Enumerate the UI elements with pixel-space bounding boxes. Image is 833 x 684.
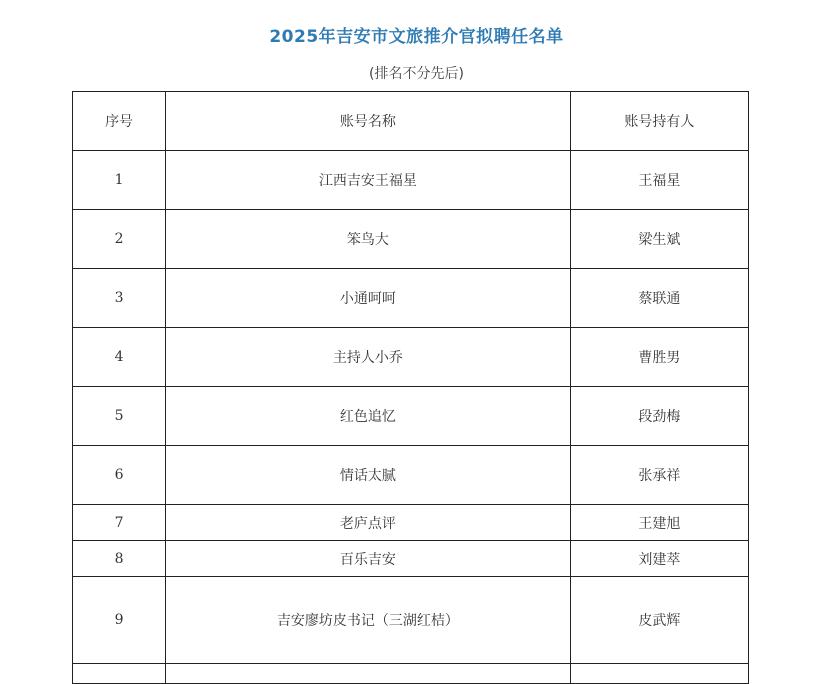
page-title: 2025年吉安市文旅推介官拟聘任名单 xyxy=(269,27,564,47)
row-account-holder: 王建旭 xyxy=(570,505,748,541)
row-account-name: 百乐吉安 xyxy=(166,541,571,577)
table-row xyxy=(73,210,749,269)
table-row xyxy=(73,269,749,328)
roster-table xyxy=(72,91,749,684)
row-index: 6 xyxy=(73,446,166,505)
row-account-name: 笨鸟大 xyxy=(166,210,571,269)
table-row xyxy=(73,151,749,210)
page-subtitle: (排名不分先后) xyxy=(369,66,464,82)
row-index: 4 xyxy=(73,328,166,387)
row-index: 1 xyxy=(73,151,166,210)
row-account-name: 吉安廖坊皮书记（三湖红桔） xyxy=(166,577,571,664)
column-header-account-name: 账号名称 xyxy=(166,92,571,151)
row-account-name: 红色追忆 xyxy=(166,387,571,446)
table-row xyxy=(73,387,749,446)
row-account-holder: 曹胜男 xyxy=(570,328,748,387)
row-account-holder: 段劲梅 xyxy=(570,387,748,446)
row-index: 2 xyxy=(73,210,166,269)
row-account-name: 情话太腻 xyxy=(166,446,571,505)
table-row xyxy=(73,505,749,541)
row-account-holder: 皮武辉 xyxy=(570,577,748,664)
row-account-holder: 张承祥 xyxy=(570,446,748,505)
column-header-account-holder: 账号持有人 xyxy=(570,92,748,151)
row-account-name: 老庐点评 xyxy=(166,505,571,541)
row-account-name: 江西吉安王福星 xyxy=(166,151,571,210)
row-account-holder: 刘建萃 xyxy=(570,541,748,577)
row-index: 7 xyxy=(73,505,166,541)
row-index: 9 xyxy=(73,577,166,664)
table-row xyxy=(73,541,749,577)
row-account-holder: 蔡联通 xyxy=(570,269,748,328)
row-index: 8 xyxy=(73,541,166,577)
table-row xyxy=(73,446,749,505)
row-account-name: 小通呵呵 xyxy=(166,269,571,328)
row-account-holder: 王福星 xyxy=(570,151,748,210)
row-account-name: 主持人小乔 xyxy=(166,328,571,387)
table-header-row xyxy=(73,92,749,151)
table-row xyxy=(73,328,749,387)
row-index: 3 xyxy=(73,269,166,328)
column-header-index: 序号 xyxy=(73,92,166,151)
row-account-holder: 梁生斌 xyxy=(570,210,748,269)
row-index: 5 xyxy=(73,387,166,446)
table-row xyxy=(73,577,749,664)
